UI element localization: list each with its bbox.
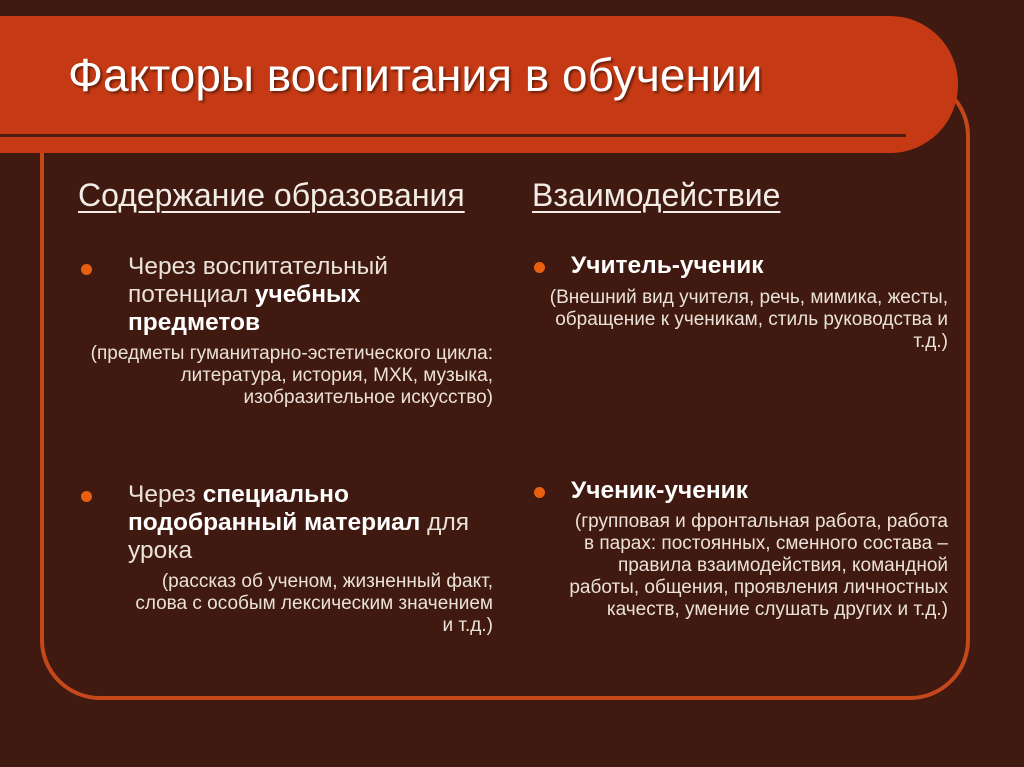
left-column-heading: Содержание образования (78, 177, 465, 213)
bullet-icon (81, 491, 92, 502)
bullet-icon (81, 264, 92, 275)
right-column-heading: Взаимодействие (532, 177, 781, 213)
right-item-1-text: Учитель-ученик (571, 252, 764, 279)
title-rule (0, 134, 906, 137)
right-item-2-text: Ученик-ученик (571, 477, 748, 504)
left-item-1-text: Через воспитательный потенциал учебных предметов (128, 253, 388, 336)
left-item-2-text: Через специально подобранный материал для урока (128, 481, 470, 564)
bullet-icon (534, 262, 545, 273)
right-item-1-note: (Внешний вид учителя, речь, мимика, жесты, обращение к ученикам, стиль руководства и т.д.) (549, 287, 948, 352)
left-item-2-note: (рассказ об ученом, жизненный факт, слова с особым лексическим значением и т.д.) (135, 571, 493, 636)
right-item-2-note: (групповая и фронтальная работа, работа в парах: постоянных, сменного состава – правила взаимодействия, командной работы, общения, проявления личностных качеств, умение слушать других и т.д.) (569, 511, 948, 620)
left-item-1-note: (предметы гуманитарно-эстетического цикла: литература, история, МХК, музыка, изобразительное искусство) (90, 343, 493, 408)
bullet-icon (534, 487, 545, 498)
page-title: Факторы воспитания в обучении (68, 49, 763, 101)
